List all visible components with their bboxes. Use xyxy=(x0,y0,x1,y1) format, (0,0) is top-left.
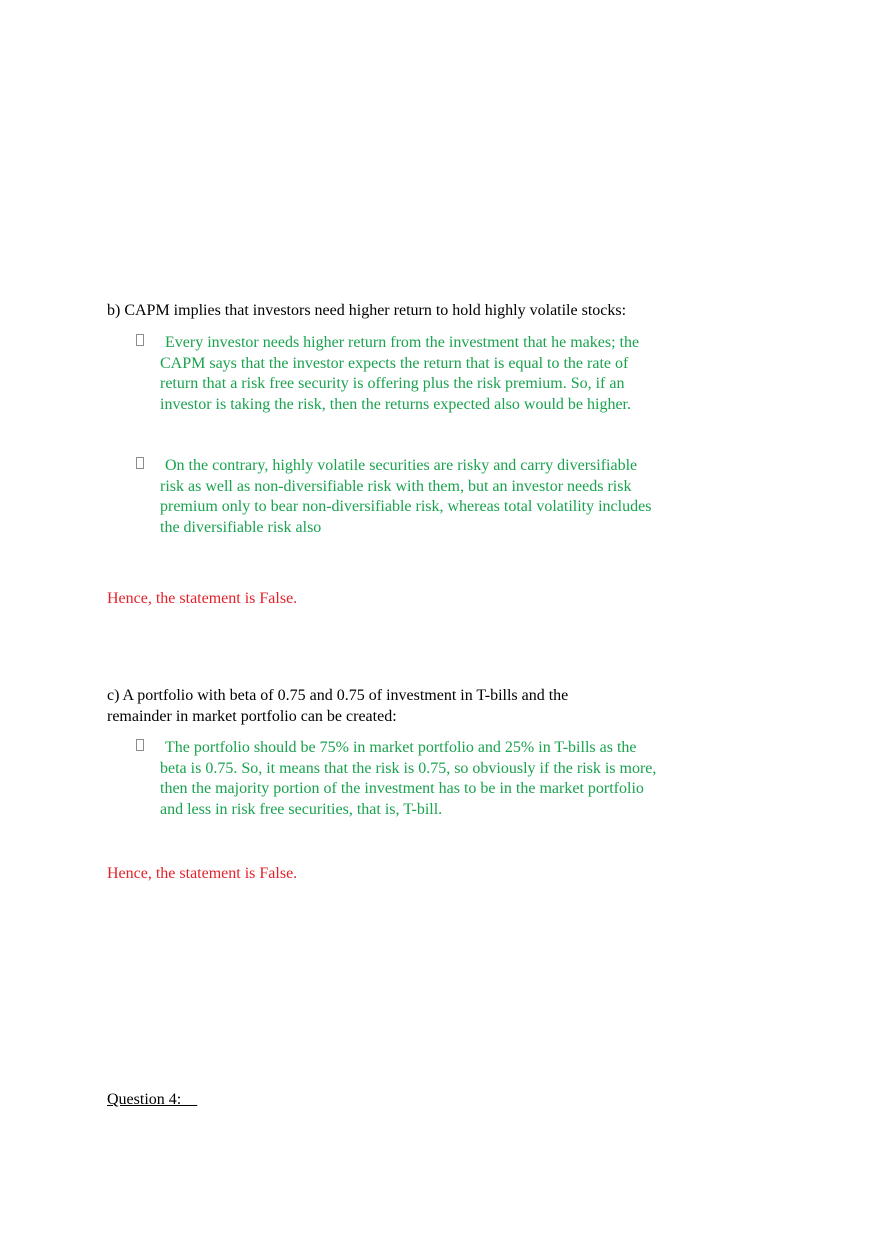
section-b-verdict: Hence, the statement is False. xyxy=(107,590,298,607)
question-4-label: Question 4: xyxy=(107,1091,198,1108)
section-c-verdict: Hence, the statement is False. xyxy=(107,865,298,882)
bullet-text: Every investor needs higher return from the investment that he makes; the CAPM says that the investor expects the return that is equal to the rate of return that a risk free security is offering plus the risk premium. So, if an investor is taking the risk, then the returns expected also would be higher. xyxy=(160,334,640,413)
bullet-box-icon xyxy=(136,457,144,469)
section-c-heading: c) A portfolio with beta of 0.75 and 0.75 of investment in T-bills and the remainder in market portfolio can be created: xyxy=(107,687,569,725)
section-b-bullet-2 xyxy=(160,456,660,538)
bullet-text: The portfolio should be 75% in market portfolio and 25% in T-bills as the beta is 0.75. So, it means that the risk is 0.75, so obviously if the risk is more, then the majority portion of the investment has to be in the market portfolio and less in risk free securities, that is, T-bill. xyxy=(160,739,657,818)
section-b-bullet-1 xyxy=(160,333,660,415)
section-b-heading: b) CAPM implies that investors need higher return to hold highly volatile stocks: xyxy=(107,302,627,319)
bullet-box-icon xyxy=(136,334,144,346)
section-c-bullet-1 xyxy=(160,738,660,820)
bullet-text: On the contrary, highly volatile securities are risky and carry diversifiable risk as well as non-diversifiable risk with them, but an investor needs risk premium only to bear non-diversifiable risk, whereas total volatility includes the diversifiable risk also xyxy=(160,457,652,536)
bullet-box-icon xyxy=(136,739,144,751)
